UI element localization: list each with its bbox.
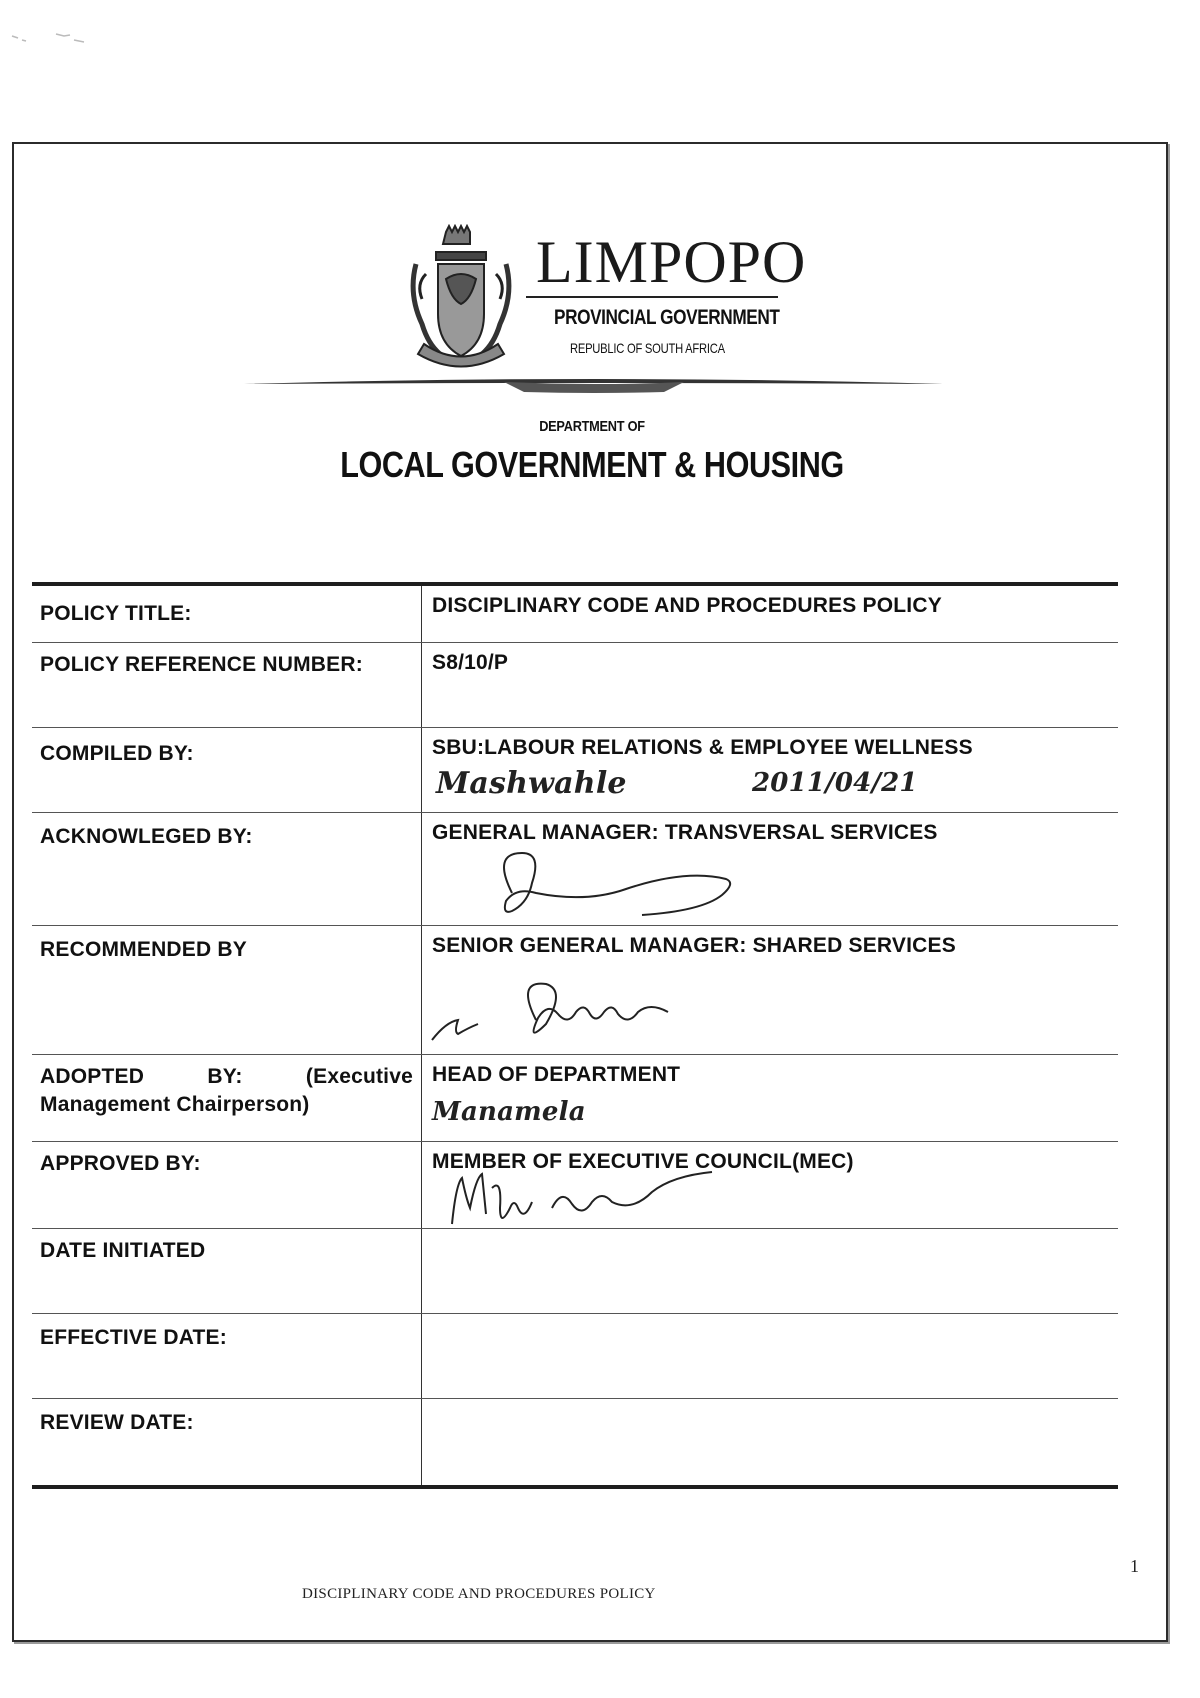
brand-country: REPUBLIC OF SOUTH AFRICA — [570, 340, 725, 356]
brand-subtitle: PROVINCIAL GOVERNMENT — [554, 306, 780, 329]
approved-by-signature — [442, 1168, 742, 1228]
row-acknowledged-by — [32, 813, 1118, 926]
row-review-date — [32, 1399, 1118, 1485]
acknowledged-by-signature — [482, 847, 742, 921]
label-policy-title: POLICY TITLE: — [32, 586, 422, 642]
adopted-by-word-3: (Executive — [305, 1065, 413, 1088]
compiled-by-signature: Mashwahle — [436, 766, 627, 801]
adopted-by-line-1 — [40, 1065, 413, 1089]
department-name: LOCAL GOVERNMENT & HOUSING — [340, 444, 844, 485]
brand-title: LIMPOPO — [536, 229, 807, 295]
header-swoosh — [244, 372, 944, 394]
row-date-initiated — [32, 1229, 1118, 1314]
row-effective-date — [32, 1314, 1118, 1399]
compiled-by-unit: SBU:LABOUR RELATIONS & EMPLOYEE WELLNESS — [432, 736, 973, 759]
recommended-by-signature — [426, 980, 746, 1050]
row-adopted-by — [32, 1055, 1118, 1142]
value-acknowledged-by — [422, 813, 1118, 925]
label-adopted-by — [32, 1055, 422, 1141]
adopted-by-title: HEAD OF DEPARTMENT — [432, 1063, 681, 1086]
label-approved-by: APPROVED BY: — [32, 1142, 422, 1228]
document-page — [12, 142, 1168, 1642]
value-effective-date — [422, 1314, 1118, 1398]
value-adopted-by — [422, 1055, 1118, 1141]
policy-table — [32, 582, 1118, 1489]
label-recommended-by: RECOMMENDED BY — [32, 926, 422, 1054]
label-policy-reference: POLICY REFERENCE NUMBER: — [32, 643, 422, 727]
label-date-initiated: DATE INITIATED — [32, 1229, 422, 1313]
adopted-by-signature: Manamela — [432, 1097, 586, 1127]
page-number: 1 — [1130, 1556, 1139, 1576]
adopted-by-word-2: BY: — [207, 1065, 243, 1088]
value-date-initiated — [422, 1229, 1118, 1313]
footer-title: DISCIPLINARY CODE AND PROCEDURES POLICY — [302, 1586, 656, 1602]
adopted-by-line-2: Management Chairperson) — [40, 1093, 310, 1116]
row-approved-by — [32, 1142, 1118, 1229]
acknowledged-by-title: GENERAL MANAGER: TRANSVERSAL SERVICES — [432, 821, 938, 844]
label-acknowledged-by: ACKNOWLEGED BY: — [32, 813, 422, 925]
compiled-by-signature-date: 2011/04/21 — [752, 768, 918, 798]
row-policy-reference — [32, 643, 1118, 728]
value-policy-title: DISCIPLINARY CODE AND PROCEDURES POLICY — [432, 594, 942, 617]
recommended-by-title: SENIOR GENERAL MANAGER: SHARED SERVICES — [432, 934, 956, 957]
value-review-date — [422, 1399, 1118, 1485]
row-compiled-by — [32, 728, 1118, 813]
department-of-label: DEPARTMENT OF — [539, 418, 645, 435]
scan-specks — [8, 30, 118, 50]
coat-of-arms-icon — [406, 224, 516, 374]
brand-rule — [526, 296, 778, 298]
approved-by-title: MEMBER OF EXECUTIVE COUNCIL(MEC) — [432, 1150, 854, 1173]
label-compiled-by: COMPILED BY: — [32, 728, 422, 812]
value-compiled-by — [422, 728, 1118, 812]
row-policy-title — [32, 586, 1118, 643]
row-recommended-by — [32, 926, 1118, 1055]
adopted-by-word-1: ADOPTED — [40, 1065, 145, 1088]
label-review-date: REVIEW DATE: — [32, 1399, 422, 1485]
value-policy-reference: S8/10/P — [432, 651, 509, 674]
value-approved-by — [422, 1142, 1118, 1228]
label-effective-date: EFFECTIVE DATE: — [32, 1314, 422, 1398]
value-recommended-by — [422, 926, 1118, 1054]
